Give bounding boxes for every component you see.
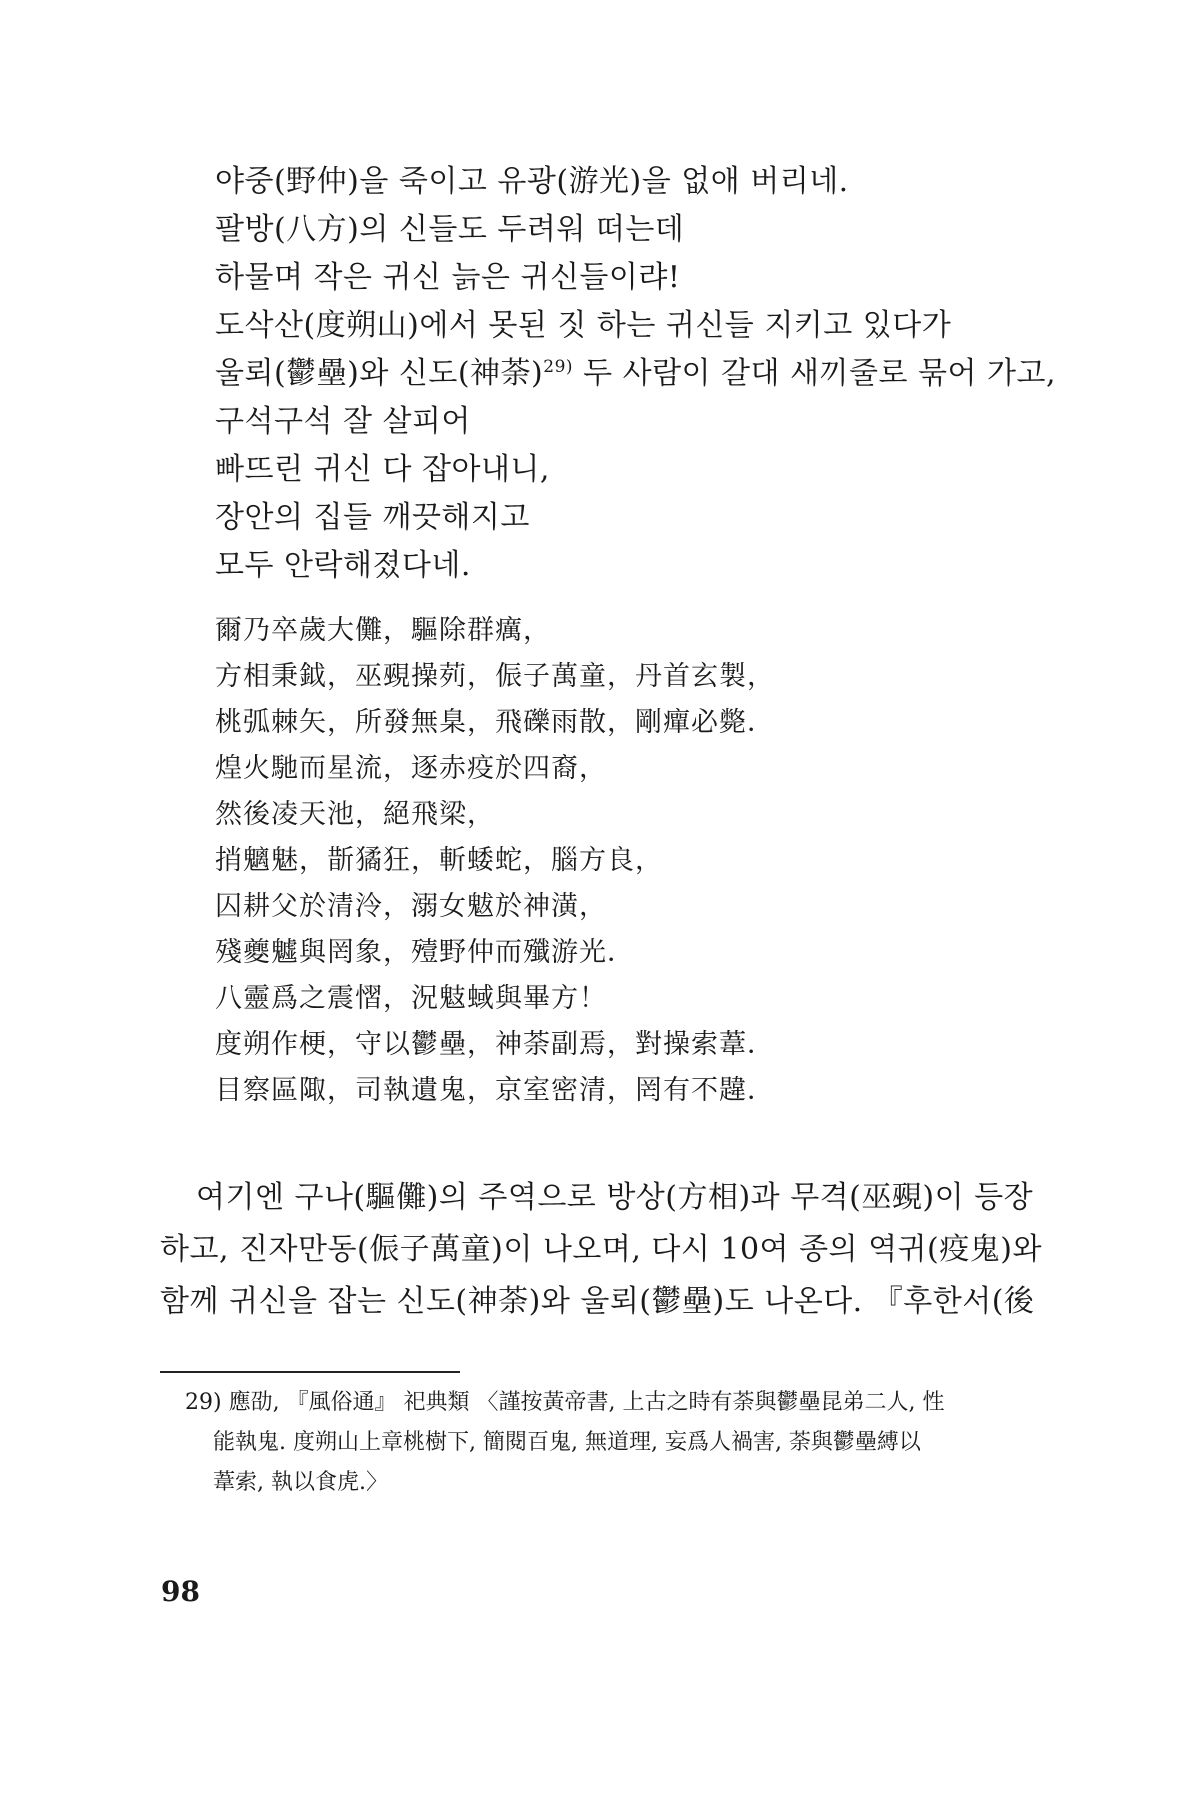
paragraph-line: 하고, 진자만동(侲子萬童)이 나오며, 다시 10여 종의 역귀(疫鬼)와 (160, 1232, 1042, 1267)
verse-line: 팔방(八方)의 신들도 두려워 떠는데 (215, 212, 685, 247)
verse-line: 모두 안락해졌다네. (215, 548, 471, 583)
paragraph-line: 여기엔 구나(驅儺)의 주역으로 방상(方相)과 무격(巫覡)이 등장 (196, 1180, 1034, 1215)
verse-line-with-footnote-ref (215, 350, 1065, 398)
classical-verse-line: 度朔作梗，守以鬱壘，神荼副焉，對操索葦． (215, 1029, 775, 1060)
classical-verse-line: 然後凌天池，絕飛梁， (215, 799, 495, 830)
classical-verse-line: 煌火馳而星流，逐赤疫於四裔， (215, 753, 607, 784)
classical-verse-line: 八靈爲之震慴，況鬾蜮與畢方！ (215, 983, 607, 1014)
classical-verse-line: 方相秉鉞，巫覡操茢，侲子萬童，丹首玄製， (215, 661, 775, 692)
verse-line: 빠뜨린 귀신 다 잡아내니, (215, 452, 550, 487)
classical-verse-line: 捎魑魅，斮獝狂，斬蜲蛇，腦方良， (215, 845, 663, 876)
classical-verse-line: 目察區陬，司執遺鬼，京室密清，罔有不韙． (215, 1075, 775, 1106)
classical-verse-line: 爾乃卒歲大儺，驅除群癘， (215, 615, 551, 646)
footnote-line: 能執鬼. 度朔山上章桃樹下, 簡閱百鬼, 無道理, 妄爲人禍害, 荼與鬱壘縛以 (213, 1430, 921, 1455)
footnote-line: 葦索, 執以食虎.〉 (213, 1470, 388, 1495)
verse-line: 장안의 집들 깨끗해지고 (215, 500, 530, 535)
verse-line: 구석구석 잘 살피어 (215, 404, 471, 439)
classical-verse-line: 囚耕父於清泠，溺女魃於神潢， (215, 891, 607, 922)
verse-line: 하물며 작은 귀신 늙은 귀신들이랴! (215, 260, 681, 295)
footnote-line: 29) 應劭, 『風俗通』 祀典類 〈謹按黃帝書, 上古之時有荼與鬱壘昆弟二人, 性 (185, 1390, 945, 1415)
footnote-29 (185, 1383, 1035, 1503)
korean-verse-block (215, 158, 1065, 590)
verse-line: 야중(野仲)을 죽이고 유광(游光)을 없애 버리네. (215, 164, 849, 199)
page-number: 98 (161, 1575, 200, 1608)
classical-verse-line: 桃弧棘矢，所發無臬，飛礫雨散，剛癉必斃． (215, 707, 775, 738)
footnote-divider (160, 1371, 460, 1373)
classical-verse-line: 殘夔魖與罔象，殪野仲而殲游光． (215, 937, 635, 968)
footnote-reference[interactable]: 29) (543, 357, 574, 377)
body-paragraph (160, 1172, 1042, 1328)
verse-text: 두 사람이 갈대 새끼줄로 묶어 가고, (573, 356, 1057, 391)
verse-line: 도삭산(度朔山)에서 못된 짓 하는 귀신들 지키고 있다가 (215, 308, 952, 343)
paragraph-line: 함께 귀신을 잡는 신도(神荼)와 울뢰(鬱壘)도 나온다. 『후한서(後 (160, 1284, 1035, 1319)
chinese-verse-block (215, 608, 1065, 1114)
verse-text: 울뢰(鬱壘)와 신도(神荼) (215, 356, 544, 391)
